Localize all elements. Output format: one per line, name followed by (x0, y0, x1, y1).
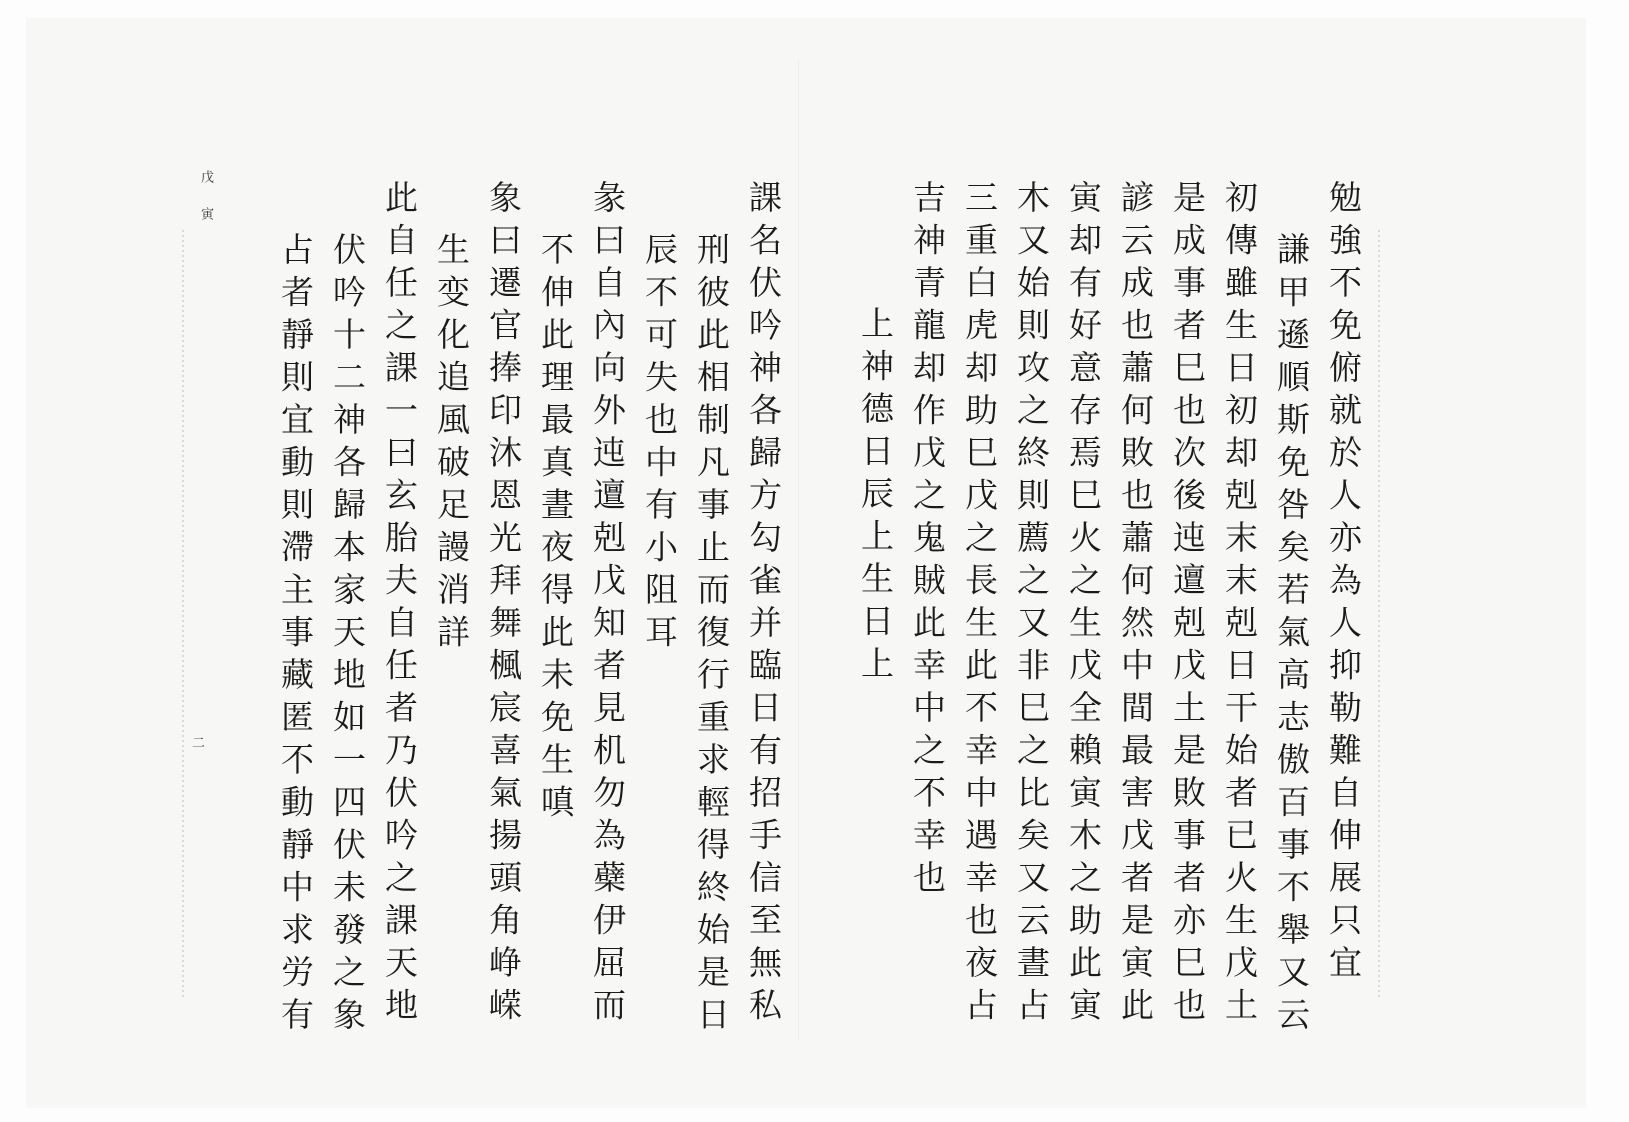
folio-label: 戊寅 (198, 170, 213, 244)
left-col-1: 課名伏吟神各歸方勾雀并臨日有招手信至無私 (744, 180, 783, 1030)
right-col-2: 謙甲遜順斯免咎矣若氣高志傲百事不舉又云 (1272, 232, 1311, 1040)
left-col-6: 象曰遷官捧印沐恩光拜舞楓宸喜氣揚頭角峥嵘 (484, 180, 523, 1030)
page-number: 二 (192, 736, 206, 751)
right-col-3: 初傳雖生日初却剋末末剋日干始者已火生戊土 (1220, 180, 1259, 1030)
left-col-10: 占者靜則宜動則滯主事藏匿不動靜中求労有 (276, 232, 315, 1040)
right-page-edge (1378, 230, 1380, 1000)
right-col-9: 吉神青龍却作戊之鬼賊此幸中之不幸也 (908, 180, 947, 903)
right-col-10: 上神德日辰上生日上 (856, 306, 895, 689)
left-col-8: 此自任之課一曰玄胎夫自任者乃伏吟之課天地 (380, 180, 419, 1030)
right-col-4: 是成事者巳也次後迍邅剋戊土是敗事者亦巳也 (1168, 180, 1207, 1030)
left-page-edge (182, 230, 184, 1000)
right-col-7: 木又始則攻之終則薦之又非巳之比矣又云晝占 (1012, 180, 1051, 1030)
right-col-5: 諺云成也蕭何敗也蕭何然中間最害戊者是寅此 (1116, 180, 1155, 1030)
left-col-9: 伏吟十二神各歸本家天地如一四伏未發之象 (328, 232, 367, 1040)
gutter-fold (798, 60, 799, 1040)
left-col-2: 刑彼此相制凡事止而復行重求輕得終始是日 (692, 232, 731, 1040)
left-col-7: 生变化追風破足謾消詳 (432, 232, 471, 657)
right-col-6: 寅却有好意存焉巳火之生戊全賴寅木之助此寅 (1064, 180, 1103, 1030)
left-col-5: 不伸此理最真晝夜得此未免生嗔 (536, 232, 575, 827)
right-col-8: 三重白虎却助巳戊之長生此不幸中遇幸也夜占 (960, 180, 999, 1030)
right-col-1: 勉強不免俯就於人亦為人抑勒難自伸展只宜 (1324, 180, 1363, 988)
left-col-3: 辰不可失也中有小阻耳 (640, 232, 679, 657)
left-col-4: 彖曰自內向外迍邅剋戊知者見机勿為蘗伊屈而 (588, 180, 627, 1030)
